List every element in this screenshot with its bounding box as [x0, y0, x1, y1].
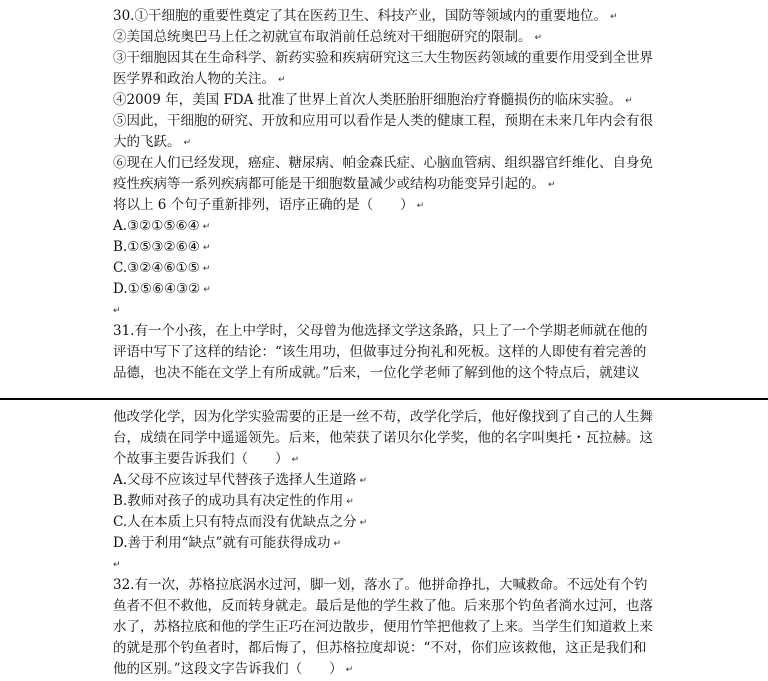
- q30-option-d: D.①⑤⑥④③② ↵: [113, 281, 211, 297]
- q31-line-2: 评语中写下了这样的结论：“该生用功，但做事过分拘礼和死板。这样的人即使有着完善的: [113, 344, 647, 360]
- page-bottom-text: [113, 407, 673, 680]
- paragraph-return-icon: ↵: [203, 285, 211, 295]
- paragraph-return-icon: ↵: [183, 138, 192, 148]
- q31-line-3: 品德，也决不能在文学上有所成就。”后来，一位化学老师了解到他的这个特点后，就建议: [113, 365, 640, 381]
- q31-option-a: A.父母不应该过早代替孩子选择人生道路 ↵: [113, 472, 368, 488]
- q30-line-2: ②美国总统奥巴马上任之初就宣布取消前任总统对干细胞研究的限制。 ↵: [113, 29, 543, 45]
- paragraph-return-icon: ↵: [291, 455, 300, 465]
- q30-line-9: 疫性疾病等一系列疾病都可能是干细胞数量减少或结构功能变异引起的。 ↵: [113, 176, 556, 192]
- q30-option-a: A.③②①⑤⑥④ ↵: [113, 218, 211, 234]
- q30-line-3: ③干细胞因其在生命科学、新药实验和疾病研究这三大生物医药领域的重要作用受到全世界: [113, 50, 653, 66]
- q31-cont-line-2: 台，成绩在同学中遥遥领先。后来，他荣获了诺贝尔化学奖，他的名字叫奥托・瓦拉赫。这: [113, 430, 653, 446]
- q31-option-b: B.教师对孩子的成功具有决定性的作用 ↵: [113, 493, 354, 509]
- q30-line-6: ⑤因此，干细胞的研究、开放和应用可以看作是人类的健康工程，预期在未来几年内会有很: [113, 113, 653, 129]
- q30-question: 将以上 6 个句子重新排列，语序正确的是（ ） ↵: [113, 197, 425, 213]
- q32-line-2: 鱼者不但不救他，反而转身就走。最后是他的学生救了他。后来那个钓鱼者淌水过河，也落: [113, 598, 653, 614]
- page-break-divider: [0, 398, 768, 400]
- q31-option-d: D.善于利用“缺点”就有可能获得成功 ↵: [113, 535, 341, 551]
- paragraph-return-icon: ↵: [548, 180, 556, 190]
- paragraph-return-icon: ↵: [359, 476, 368, 486]
- q31-cont-line-1: 他改学化学，因为化学实验需要的正是一丝不苟，改学化学后，他好像找到了自己的人生舞: [113, 409, 653, 425]
- paragraph-return-icon: ↵: [609, 12, 618, 22]
- q30-option-c: C.③②④⑥①⑤ ↵: [113, 260, 211, 276]
- q32-line-3: 水了，苏格拉底和他的学生正巧在河边散步，便用竹竿把他救了上来。当学生们知道救上来: [113, 619, 653, 635]
- paragraph-return-icon: ↵: [534, 33, 543, 43]
- paragraph-return-icon: ↵: [113, 306, 121, 316]
- paragraph-return-icon: ↵: [202, 243, 211, 253]
- paragraph-return-icon: ↵: [625, 96, 633, 106]
- q32-question: 他的区别。”这段文字告诉我们（ ） ↵: [113, 661, 354, 677]
- empty-paragraph: [113, 554, 673, 575]
- q31-option-c: C.人在本质上只有特点而没有优缺点之分 ↵: [113, 514, 368, 530]
- empty-paragraph: [113, 300, 673, 321]
- document-page-bottom: [0, 402, 768, 679]
- paragraph-return-icon: ↵: [202, 222, 211, 232]
- q30-line-4: 医学界和政治人物的关注。 ↵: [113, 71, 286, 87]
- paragraph-return-icon: ↵: [333, 539, 341, 549]
- paragraph-return-icon: ↵: [202, 264, 211, 274]
- q32-line-1: 32.有一次，苏格拉底涡水过河，脚一划，落水了。他拼命挣扎，大喊救命。不远处有个钓: [113, 577, 648, 593]
- q30-line-1: 30.①干细胞的重要性奠定了其在医药卫生、科技产业，国防等领域内的重要地位。 ↵: [113, 8, 618, 24]
- q30-line-8: ⑥现在人们已经发现，癌症、糖尿病、帕金森氏症、心脑血管病、组织器官纤维化、自身免: [113, 155, 653, 171]
- q30-line-5: ④2009 年，美国 FDA 批准了世界上首次人类胚胎肝细胞治疗脊髓损伤的临床实验。 ↵: [113, 92, 633, 108]
- q30-line-7: 大的飞跃。 ↵: [113, 134, 192, 150]
- paragraph-return-icon: ↵: [359, 518, 368, 528]
- paragraph-return-icon: ↵: [416, 201, 425, 211]
- q31-line-1: 31.有一个小孩，在上中学时，父母曾为他选择文学这条路，只上了一个学期老师就在他的: [113, 323, 648, 339]
- paragraph-return-icon: ↵: [278, 75, 286, 85]
- q30-option-b: B.①⑤③②⑥④ ↵: [113, 239, 211, 255]
- paragraph-return-icon: ↵: [345, 665, 354, 675]
- q31-question: 个故事主要告诉我们（ ） ↵: [113, 451, 300, 467]
- paragraph-return-icon: ↵: [113, 560, 121, 570]
- q32-line-4: 的就是那个钓鱼者时，都后悔了，但苏格拉度却说：“不对，你们应该救他，这正是我们和: [113, 640, 647, 656]
- page-top-text: [113, 6, 673, 384]
- paragraph-return-icon: ↵: [346, 497, 354, 507]
